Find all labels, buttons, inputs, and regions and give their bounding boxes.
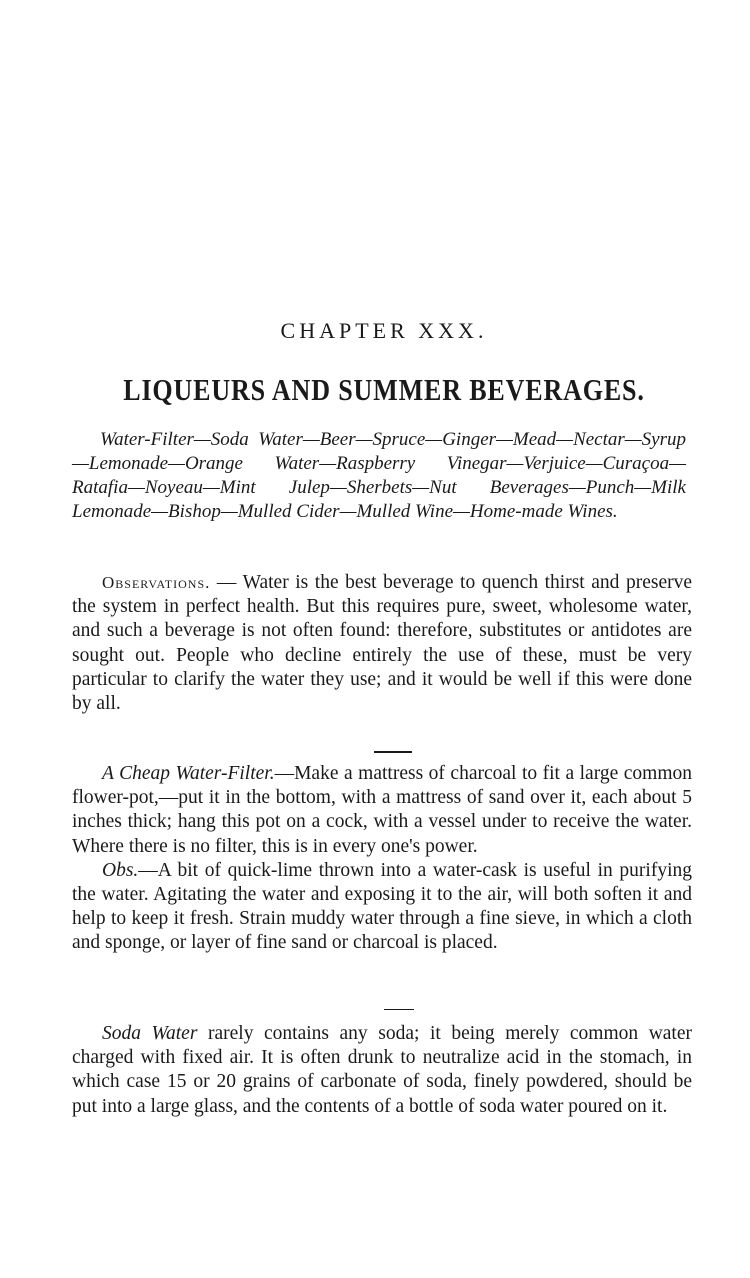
- book-page: [72, 0, 696, 1278]
- soda-water-section: [72, 1022, 692, 1119]
- chapter-contents-text: Water-Filter—Soda Water—Beer—Spruce—Ginger—Mead—Nectar—Syrup—Lemonade—Orange Water—Raspberry Vinegar—Verjuice—Curaçoa—Ratafia—Noyeau—Mint Julep—Sherbets—Nut Beverages—Punch—Milk Lemonade—Bishop—Mulled Cider—Mulled Wine—Home-made Wines.: [72, 429, 686, 522]
- chapter-number: CHAPTER XXX.: [280, 318, 488, 343]
- observations-section: [72, 571, 692, 716]
- soda-water-paragraph: [72, 1022, 692, 1119]
- observations-text: — Water is the best beverage to quench thirst and preserve the system in perfect health. But this requires pure, sweet, wholesome water, and such a beverage is not often found: therefore, substitutes or antidotes are sought out. People who decline entirely the use of these, must be very particular to clarify the water they use; and it would be well if this were done by all.: [72, 572, 692, 715]
- water-filter-obs-paragraph: [72, 859, 692, 956]
- water-filter-obs-label: Obs.: [102, 859, 139, 881]
- soda-water-text: rarely contains any soda; it being merely common water charged with fixed air. It is often drunk to neutralize acid in the stomach, in which case 15 or 20 grains of carbonate of soda, finely powdered, should be put into a large glass, and the contents of a bottle of soda water poured on it.: [72, 1023, 692, 1117]
- section-divider: [384, 1009, 414, 1010]
- water-filter-text: —Make a mattress of charcoal to fit a large common flower-pot,—put it in the bottom, with a mattress of sand over it, each about 5 inches thick; hang this pot on a cock, with a vessel under to receive the water. Where there is no filter, this is in every one's power.: [72, 763, 693, 857]
- water-filter-section: [72, 762, 692, 956]
- chapter-title: LIQUEURS AND SUMMER BEVERAGES.: [123, 372, 645, 407]
- observations-label: Observations.: [102, 573, 211, 592]
- observations-paragraph: [72, 571, 692, 716]
- section-divider: [374, 751, 412, 753]
- chapter-contents: [72, 428, 686, 524]
- soda-water-title: Soda Water: [102, 1023, 198, 1044]
- water-filter-obs-text: —A bit of quick-lime thrown into a water-cask is useful in purifying the water. Agitating the water and exposing it to the air, will both soften it and help to keep it fresh. Strain muddy water through a fine sieve, in which a cloth and sponge, or layer of fine sand or charcoal is placed.: [72, 859, 692, 954]
- water-filter-paragraph: [72, 762, 692, 859]
- water-filter-title: A Cheap Water-Filter.: [102, 763, 275, 784]
